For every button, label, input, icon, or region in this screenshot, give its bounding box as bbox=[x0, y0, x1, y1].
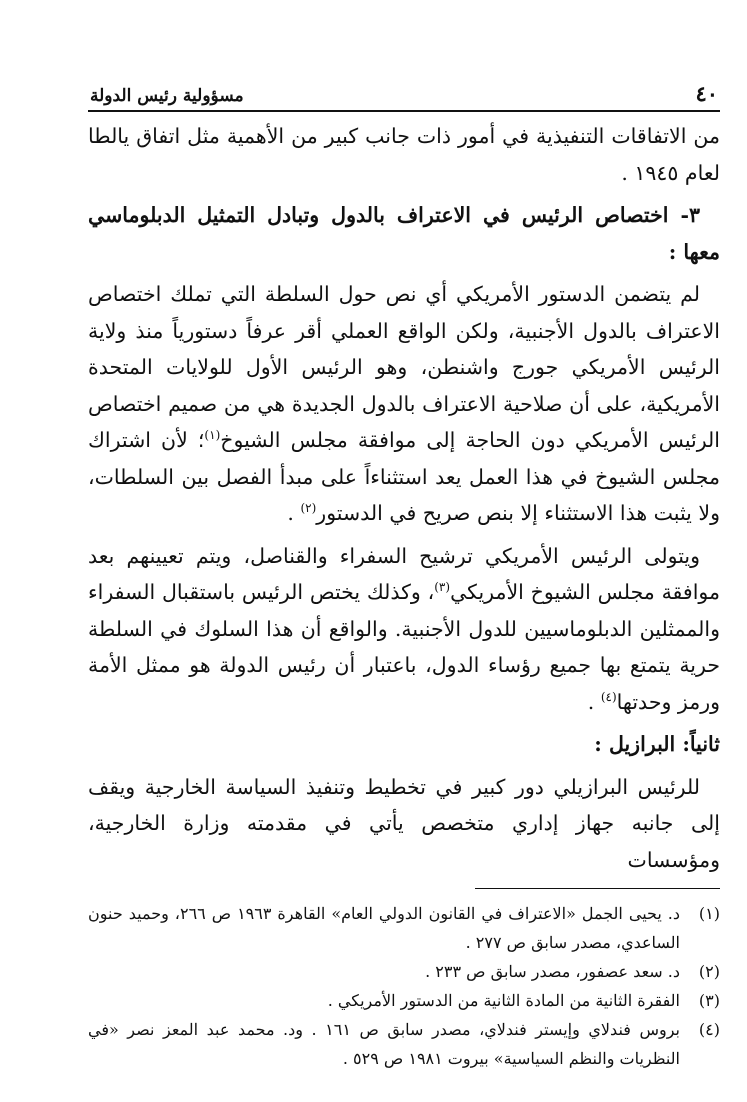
footnote-item bbox=[88, 899, 720, 957]
paragraph-intro: من الاتفاقات التنفيذية في أمور ذات جانب كبير من الأهمية مثل اتفاق يالطا لعام ١٩٤٥ . bbox=[88, 124, 720, 185]
paragraph-brazil: للرئيس البرازيلي دور كبير في تخطيط وتنفيذ السياسة الخارجية ويقف إلى جانبه جهاز إداري متخصص يأتي في مقدمته وزارة الخارجية، ومؤسسات bbox=[88, 774, 720, 872]
footnote-divider bbox=[475, 888, 720, 889]
paragraph-text: . bbox=[287, 501, 301, 525]
paragraph-recognition bbox=[88, 276, 720, 532]
footnote-number: (٣) bbox=[698, 991, 720, 1010]
footnote-text: د. سعد عصفور، مصدر سابق ص ٢٣٣ . bbox=[425, 962, 680, 981]
footnote-item bbox=[88, 957, 720, 986]
section-heading-brazil: ثانياً: البرازيل : bbox=[594, 732, 720, 756]
footnote-item bbox=[88, 986, 720, 1015]
paragraph-ambassadors bbox=[88, 538, 720, 721]
footnote-ref-1[interactable]: (١) bbox=[204, 428, 221, 443]
footnote-number: (١) bbox=[698, 904, 720, 923]
section-heading-3: ٣- اختصاص الرئيس في الاعتراف بالدول وتبادل التمثيل الدبلوماسي معها : bbox=[88, 203, 720, 264]
footnote-text: بروس فندلاي وإيستر فندلاي، مصدر سابق ص ١٦١ . ود. محمد عبد المعز نصر «في النظريات والنظم السياسية» بيروت ١٩٨١ ص ٥٢٩ . bbox=[88, 1020, 680, 1068]
footnote-text: الفقرة الثانية من المادة الثانية من الدستور الأمريكي . bbox=[327, 991, 680, 1010]
running-title: مسؤولية رئيس الدولة bbox=[90, 86, 244, 106]
footnote-ref-3[interactable]: (٣) bbox=[434, 580, 451, 595]
main-text bbox=[88, 118, 720, 878]
footnote-ref-4[interactable]: (٤) bbox=[600, 689, 617, 704]
paragraph-text: ؛ لأن اشتراك مجلس الشيوخ في هذا العمل يعد استثناءاً على مبدأ الفصل بين السلطات، ولا يثبت هذا الاستثناء إلا بنص صريح في الدستور bbox=[88, 428, 720, 525]
footnote-number: (٢) bbox=[698, 962, 720, 981]
paragraph-text: . bbox=[587, 689, 601, 714]
paragraph-text: ويتولى الرئيس الأمريكي ترشيح السفراء والقناصل، ويتم تعيينهم بعد موافقة مجلس الشيوخ الأمريكي bbox=[88, 543, 720, 604]
footnote-item bbox=[88, 1015, 720, 1073]
footnote-text: د. يحيى الجمل «الاعتراف في القانون الدولي العام» القاهرة ١٩٦٣ ص ٢٦٦، وحميد حنون الساعدي، مصدر سابق ص ٢٧٧ . bbox=[88, 904, 681, 952]
page-number: ٤٠ bbox=[695, 81, 718, 106]
page bbox=[88, 78, 720, 1073]
footnotes bbox=[88, 899, 720, 1073]
paragraph-text: ، وكذلك يختص الرئيس باستقبال السفراء والممثلين الدبلوماسيين للدول الأجنبية. والواقع أن هذا السلوك في السلطة حرية يتمتع بها جميع رؤساء الدول، باعتبار أن رئيس الدولة هو ممثل الأمة ورمز وحدتها bbox=[88, 580, 720, 714]
footnote-ref-2[interactable]: (٢) bbox=[300, 501, 317, 516]
page-header bbox=[88, 78, 720, 112]
footnote-number: (٤) bbox=[698, 1020, 720, 1039]
paragraph-text: لم يتضمن الدستور الأمريكي أي نص حول السلطة التي تملك اختصاص الاعتراف بالدول الأجنبية، ولكن الواقع العملي أقر عرفاً دستورياً منذ ولاية الرئيس الأمريكي جورج واشنطن، وهو الرئيس الأول للولايات المتحدة الأمريكية، على أن صلاحية الاعتراف بالدول الجديدة هي من صميم اختصاص الرئيس الأمريكي دون الحاجة إلى موافقة مجلس الشيوخ bbox=[88, 282, 720, 452]
